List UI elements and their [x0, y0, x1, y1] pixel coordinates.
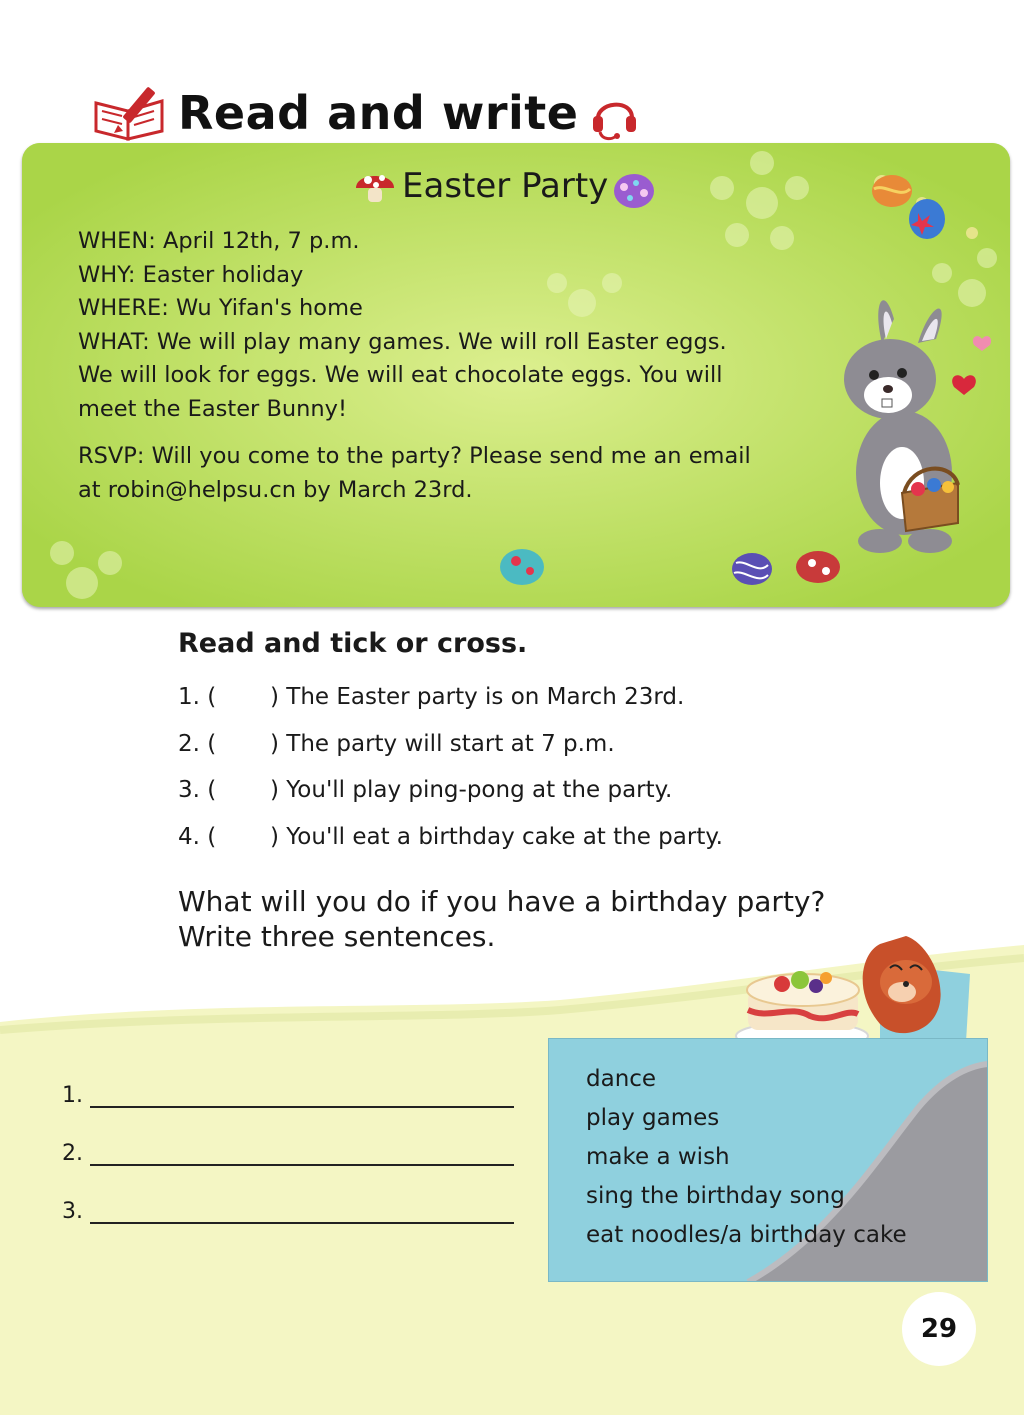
invitation-what-line2: We will look for eggs. We will eat chocolate eggs. You will — [78, 362, 723, 388]
invitation-rsvp-line1: RSVP: Will you come to the party? Please send me an email — [78, 443, 751, 469]
word-bank-item: dance — [586, 1066, 657, 1092]
answer-input-line[interactable] — [90, 1140, 514, 1166]
cake-squirrel-illustration — [730, 924, 980, 1054]
answer-line-2[interactable] — [62, 1140, 514, 1166]
item-close-paren: ) — [270, 684, 279, 710]
purple-egg-icon — [612, 171, 656, 211]
invitation-what-line3: meet the Easter Bunny! — [78, 395, 348, 422]
write-sentences-prompt — [178, 884, 825, 954]
word-bank-item: sing the birthday song — [586, 1183, 845, 1209]
item-text: The party will start at 7 p.m. — [286, 730, 615, 757]
answer-line-3[interactable] — [62, 1198, 514, 1224]
answer-number: 1. — [62, 1083, 83, 1108]
book-pencil-icon — [90, 81, 170, 145]
invitation-what-line1: WHAT: We will play many games. We will roll Easter eggs. — [78, 328, 727, 355]
list-item[interactable] — [178, 727, 723, 774]
word-bank-item: play games — [586, 1105, 720, 1131]
item-number: 1. ( — [178, 684, 217, 710]
list-item[interactable] — [178, 773, 723, 820]
list-item[interactable] — [178, 820, 723, 867]
invitation-details — [78, 225, 868, 507]
invitation-when: WHEN: April 12th, 7 p.m. — [78, 228, 360, 254]
list-item[interactable] — [178, 680, 723, 727]
easter-invitation-card — [22, 143, 1010, 607]
item-close-paren: ) — [270, 823, 279, 850]
item-number: 2. ( — [178, 730, 217, 757]
item-text: You'll eat a birthday cake at the party. — [286, 823, 723, 850]
word-bank-item: make a wish — [586, 1144, 730, 1170]
tick-or-cross-list — [178, 680, 723, 866]
item-number: 3. ( — [178, 777, 217, 803]
invitation-title-text: Easter Party — [402, 166, 609, 206]
invitation-where: WHERE: Wu Yifan's home — [78, 295, 363, 321]
prompt-line-2: Write three sentences. — [178, 920, 496, 953]
answer-input-line[interactable] — [90, 1198, 514, 1224]
item-text: The Easter party is on March 23rd. — [286, 684, 685, 710]
mushroom-egg-icon — [352, 166, 398, 206]
section-header — [90, 78, 640, 148]
item-number: 4. ( — [178, 823, 217, 850]
word-bank-list — [586, 1060, 907, 1255]
answer-line-1[interactable] — [62, 1082, 514, 1108]
item-text: You'll play ping-pong at the party. — [286, 777, 673, 803]
item-close-paren: ) — [270, 730, 279, 757]
item-close-paren: ) — [270, 777, 279, 803]
tick-or-cross-heading: Read and tick or cross. — [178, 628, 528, 659]
headset-icon — [588, 90, 640, 142]
page-number: 29 — [902, 1292, 976, 1366]
answer-input-line[interactable] — [90, 1082, 514, 1108]
page-title: Read and write — [178, 86, 579, 140]
prompt-line-1: What will you do if you have a birthday party? — [178, 885, 826, 918]
answer-number: 2. — [62, 1141, 83, 1166]
invitation-title — [352, 161, 656, 211]
word-bank-item: eat noodles/a birthday cake — [586, 1222, 907, 1248]
invitation-rsvp-line2: at robin@helpsu.cn by March 23rd. — [78, 476, 473, 503]
answer-number: 3. — [62, 1199, 83, 1224]
invitation-why: WHY: Easter holiday — [78, 261, 304, 288]
